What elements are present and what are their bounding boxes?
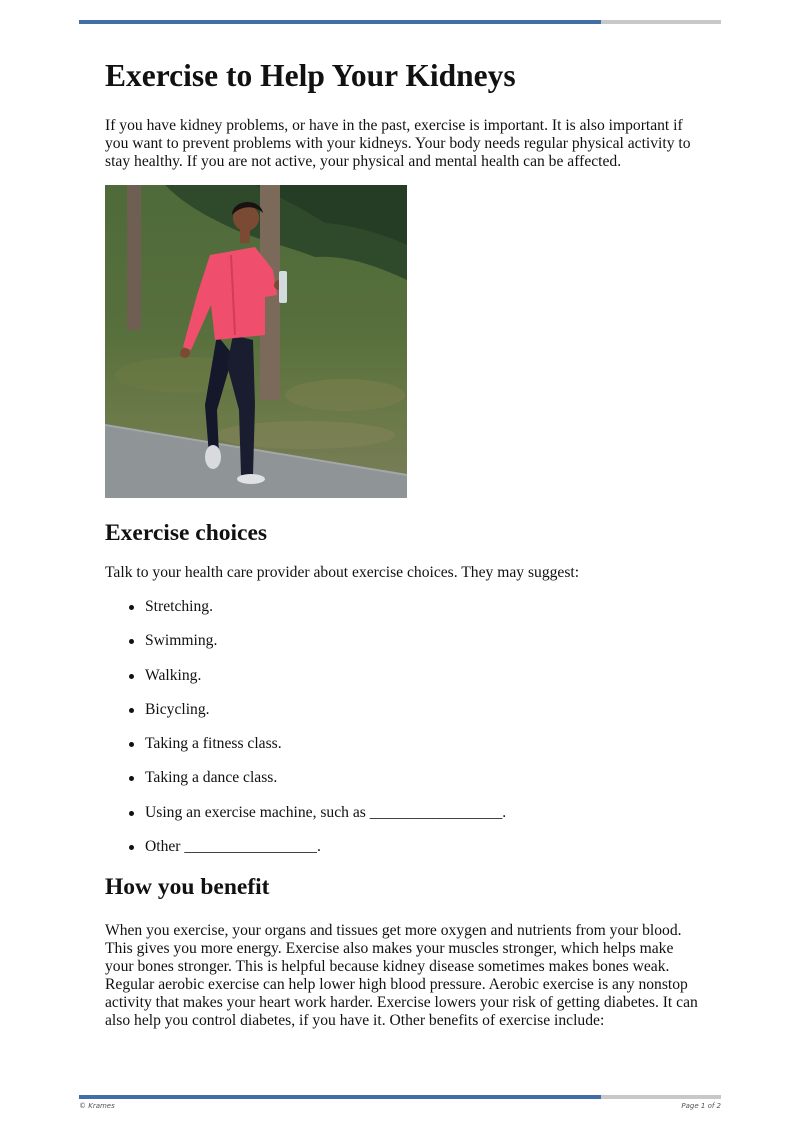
list-item: Bicycling. [105, 701, 700, 719]
choices-list [105, 598, 700, 856]
choices-intro: Talk to your health care provider about exercise choices. They may suggest: [105, 564, 580, 581]
footer-rule-gray [601, 1095, 721, 1099]
page-content [105, 56, 700, 1030]
list-item: Swimming. [105, 632, 700, 650]
benefit-heading: How you benefit [105, 874, 270, 901]
footer-page-number: Page 1 of 2 [681, 1102, 721, 1110]
list-item: Walking. [105, 667, 700, 685]
woman-walking-photo [105, 185, 407, 498]
footer-copyright: © Krames [79, 1102, 115, 1110]
list-item: Stretching. [105, 598, 700, 616]
choices-heading: Exercise choices [105, 520, 268, 546]
page-title: Exercise to Help Your Kidneys [105, 58, 516, 93]
header-rule [79, 20, 721, 24]
list-item: Taking a dance class. [105, 769, 700, 787]
header-rule-blue [79, 20, 601, 24]
list-item: Taking a fitness class. [105, 735, 700, 753]
benefit-paragraph: When you exercise, your organs and tissues get more oxygen and nutrients from your blood. This gives you more energy. Exercise also makes your muscles stronger, which helps make your bones stronger. This is helpful because kidney disease sometimes makes bones weak. Regular aerobic exercise can help lower high blood pressure. Aerobic exercise is any nonstop activity that makes your heart work harder. Exercise lowers your risk of getting diabetes. It can also help you control diabetes, if you have it. Other benefits of exercise include: [105, 922, 698, 1030]
list-item: Using an exercise machine, such as _________________. [105, 804, 700, 822]
header-rule-gray [601, 20, 721, 24]
footer-rule [79, 1095, 721, 1099]
footer-rule-blue [79, 1095, 601, 1099]
list-item: Other _________________. [105, 838, 700, 856]
intro-paragraph: If you have kidney problems, or have in the past, exercise is important. It is also important if you want to prevent problems with your kidneys. Your body needs regular physical activity to stay healthy. If you are not active, your physical and mental health can be affected. [105, 117, 691, 170]
